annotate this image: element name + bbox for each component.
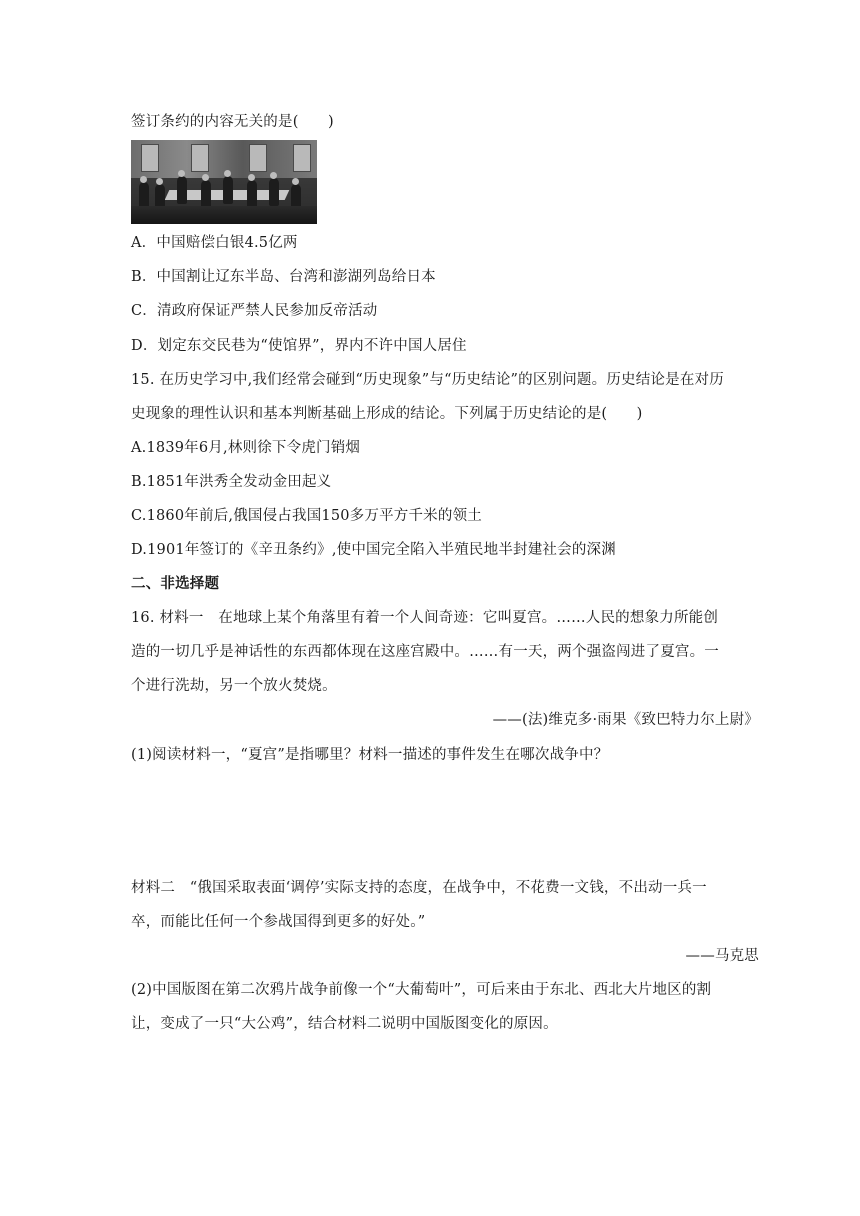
question-15-stem-line-1: 15. 在历史学习中,我们经常会碰到“历史现象”与“历史结论”的区别问题。历史结论是在对历 (131, 372, 724, 388)
question-15-option-a: A.1839年6月,林则徐下令虎门销烟 (131, 440, 361, 456)
question-15-option-d: D.1901年签订的《辛丑条约》,使中国完全陷入半殖民地半封建社会的深渊 (131, 542, 616, 558)
question-14-stem: 签订条约的内容无关的是( ) (131, 114, 334, 130)
question-14-option-a: A．中国赔偿白银4.5亿两 (131, 235, 298, 251)
question-15-option-c: C.1860年前后,俄国侵占我国150多万平方千米的领土 (131, 508, 482, 524)
question-16-material-2-line-2: 卒，而能比任何一个参战国得到更多的好处。” (131, 914, 426, 930)
question-16-material-2-line-1: 材料二 “俄国采取表面‘调停’实际支持的态度，在战争中，不花费一文钱，不出动一兵一 (131, 880, 707, 896)
question-16-sub-question-2-line-2: 让，变成了一只“大公鸡”，结合材料二说明中国版图变化的原因。 (131, 1016, 558, 1032)
section-2-title: 二、非选择题 (131, 575, 220, 592)
question-16-material-1-line-1: 16. 材料一 在地球上某个角落里有着一个人间奇迹：它叫夏宫。……人民的想象力所能创 (131, 610, 719, 626)
question-16-sub-question-2-line-1: (2)中国版图在第二次鸦片战争前像一个“大葡萄叶”，可后来由于东北、西北大片地区的割 (131, 982, 712, 998)
treaty-signing-photo (131, 140, 317, 224)
question-14-option-b: B．中国割让辽东半岛、台湾和澎湖列岛给日本 (131, 269, 436, 285)
question-15-option-b: B.1851年洪秀全发动金田起义 (131, 474, 332, 490)
question-16-material-2-source: ——马克思 (685, 948, 759, 964)
question-16-sub-question-1: (1)阅读材料一，“夏宫”是指哪里？材料一描述的事件发生在哪次战争中？ (131, 747, 609, 763)
question-16-material-1-line-2: 造的一切几乎是神话性的东西都体现在这座宫殿中。……有一天，两个强盗闯进了夏宫。一 (131, 644, 719, 660)
question-16-material-1-source: ——(法)维克多·雨果《致巴特力尔上尉》 (492, 712, 759, 728)
question-15-stem-line-2: 史现象的理性认识和基本判断基础上形成的结论。下列属于历史结论的是( ) (131, 406, 643, 422)
question-16-material-1-line-3: 个进行洗劫，另一个放火焚烧。 (131, 678, 337, 694)
question-14-option-c: C．清政府保证严禁人民参加反帝活动 (131, 303, 378, 319)
question-14-option-d: D．划定东交民巷为“使馆界”，界内不许中国人居住 (131, 338, 467, 354)
